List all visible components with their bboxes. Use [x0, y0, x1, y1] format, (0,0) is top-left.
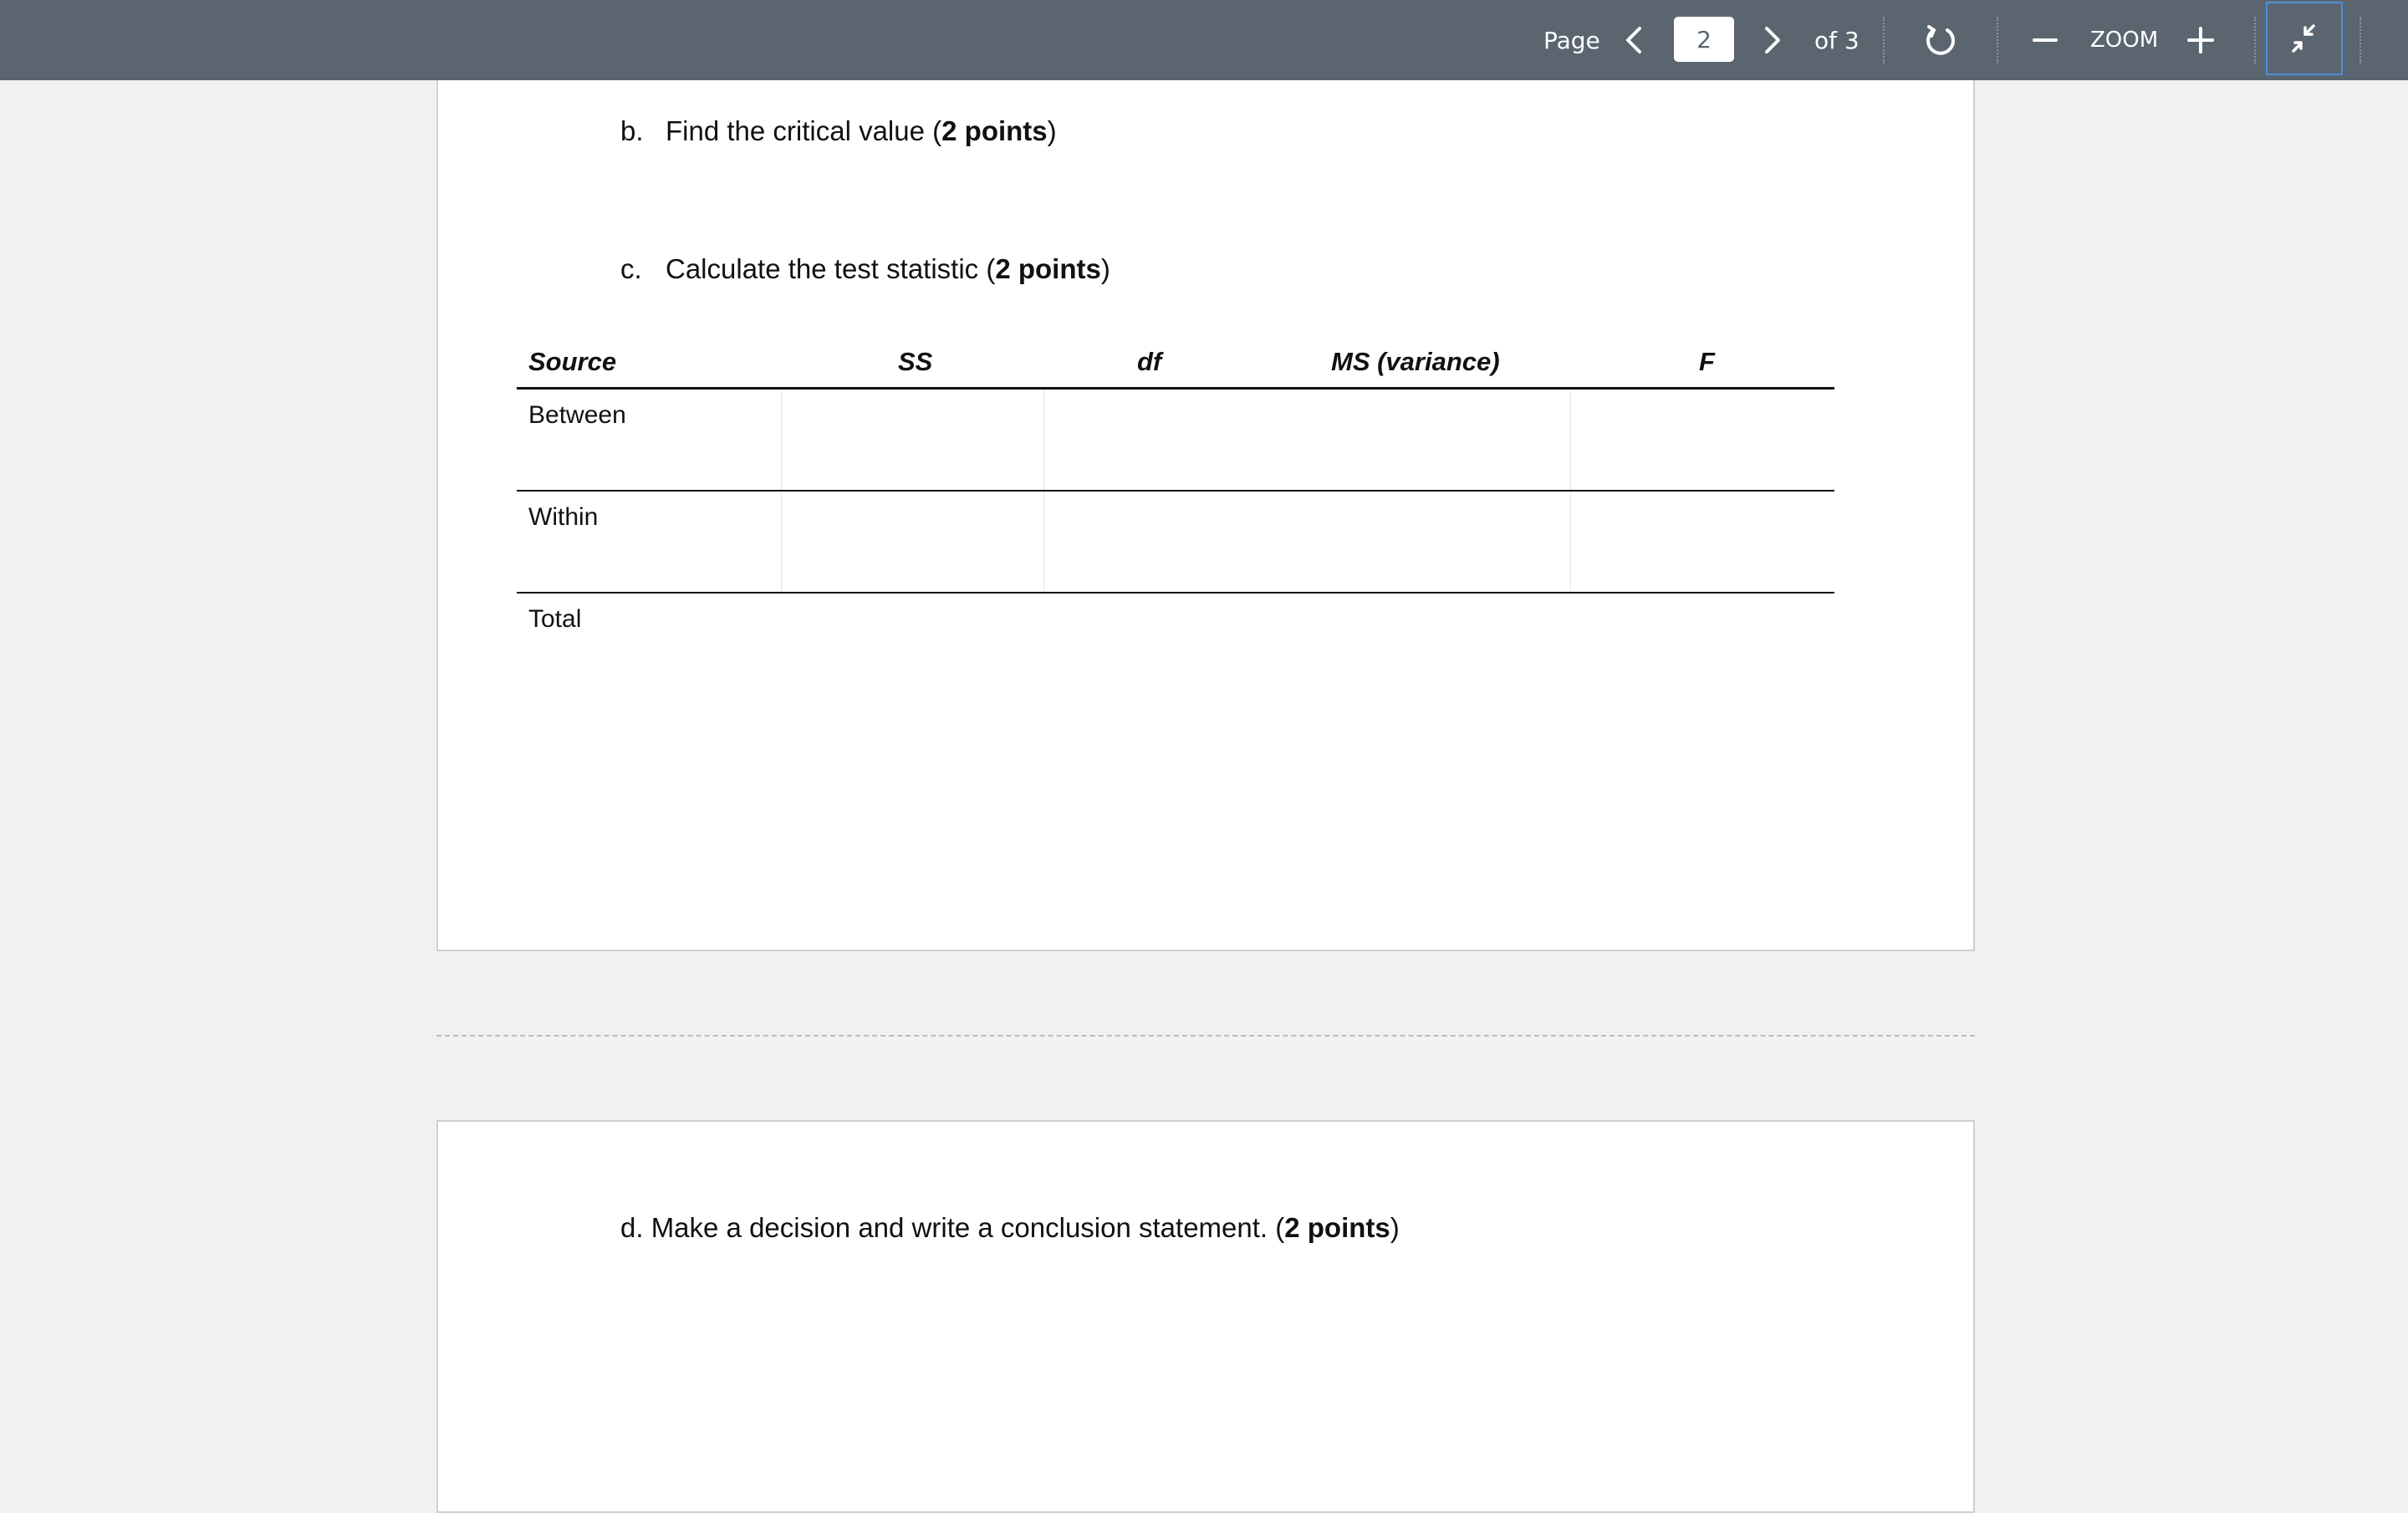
page-number-input[interactable]	[1674, 17, 1734, 62]
question-c-points: 2 points	[995, 253, 1101, 284]
table-row-between	[517, 390, 1834, 492]
rotate-icon	[1924, 23, 1957, 57]
total-pages-label: of 3	[1814, 26, 1860, 54]
question-c	[620, 253, 1110, 285]
question-b-text: Find the critical value (	[666, 115, 942, 146]
minus-icon	[2033, 28, 2058, 53]
column-divider	[1043, 492, 1044, 592]
chevron-right-icon	[1763, 26, 1782, 54]
toolbar-separator	[1883, 17, 1885, 64]
header-ss: SS	[898, 347, 933, 376]
question-c-marker: c.	[620, 253, 642, 284]
page-break-divider	[436, 1035, 1975, 1037]
row-label-within: Within	[528, 503, 599, 531]
question-d-suffix: )	[1390, 1212, 1400, 1243]
zoom-in-button[interactable]	[2182, 20, 2219, 60]
toolbar-separator	[2360, 17, 2361, 64]
column-divider	[1043, 390, 1044, 490]
chevron-left-icon	[1625, 26, 1643, 54]
next-page-button[interactable]	[1756, 20, 1789, 60]
previous-page-button[interactable]	[1617, 20, 1650, 60]
rotate-button[interactable]	[1920, 17, 1962, 64]
page-label: Page	[1543, 26, 1600, 54]
question-d	[620, 1212, 1400, 1244]
anova-table	[517, 335, 1834, 694]
question-c-text: Calculate the test statistic (	[666, 253, 996, 284]
question-b-suffix: )	[1047, 115, 1057, 146]
table-row-total	[517, 593, 1834, 694]
column-divider	[781, 390, 782, 490]
column-divider	[1570, 390, 1571, 490]
header-source: Source	[528, 347, 617, 376]
header-df: df	[1137, 347, 1162, 376]
plus-icon	[2187, 27, 2214, 53]
question-c-suffix: )	[1100, 253, 1110, 284]
table-row-within	[517, 492, 1834, 593]
header-f: F	[1699, 347, 1715, 376]
column-divider	[1570, 492, 1571, 592]
viewer-toolbar	[0, 0, 2408, 80]
table-header-row	[517, 335, 1834, 390]
question-b	[620, 115, 1057, 147]
page-number-value: 2	[1696, 25, 1712, 53]
toolbar-separator	[2254, 17, 2256, 64]
collapse-icon	[2288, 23, 2320, 54]
zoom-label: ZOOM	[2090, 28, 2159, 53]
row-label-between: Between	[528, 401, 626, 429]
question-d-points: 2 points	[1284, 1212, 1390, 1243]
header-ms: MS (variance)	[1331, 347, 1500, 376]
document-page-3	[436, 1120, 1975, 1513]
row-label-total: Total	[528, 605, 582, 633]
question-b-points: 2 points	[941, 115, 1048, 146]
question-b-marker: b.	[620, 115, 644, 146]
zoom-out-button[interactable]	[2027, 20, 2064, 60]
document-page-2	[436, 80, 1975, 951]
column-divider	[781, 492, 782, 592]
toolbar-separator	[1997, 17, 1998, 64]
exit-fullscreen-button[interactable]	[2266, 2, 2343, 75]
question-d-text: d. Make a decision and write a conclusion statement. (	[620, 1212, 1285, 1243]
